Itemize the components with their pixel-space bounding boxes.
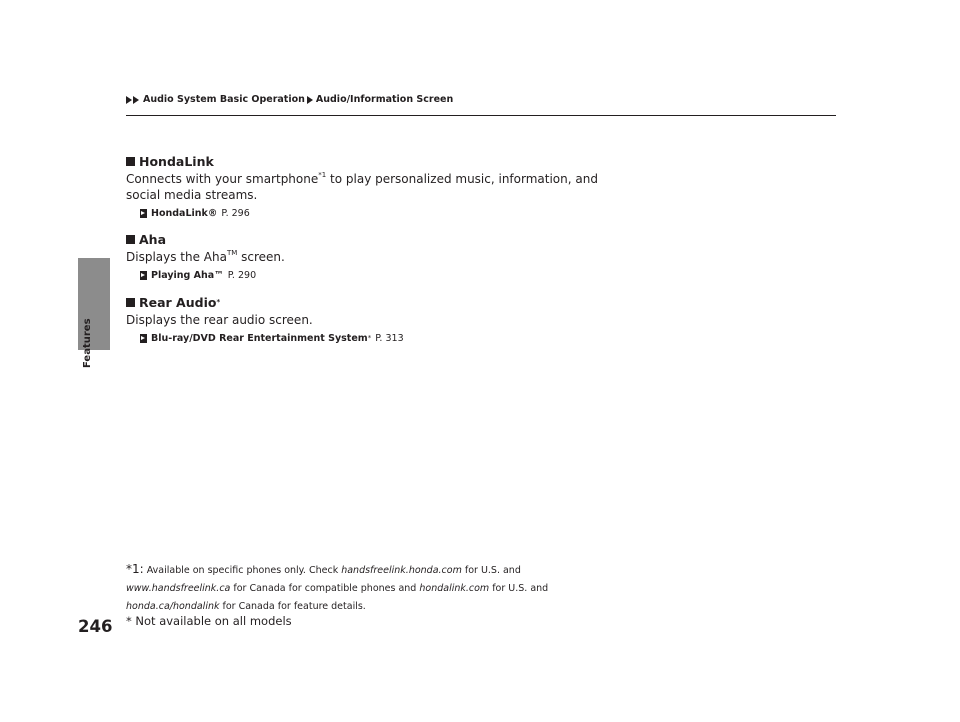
footnote-url: honda.ca/hondalink	[126, 601, 220, 612]
description-text: social media streams.	[126, 188, 258, 202]
cross-reference-title[interactable]: Playing Aha™	[151, 270, 224, 281]
description-text: Displays the Aha	[126, 250, 227, 264]
cross-reference-icon	[140, 334, 147, 343]
section-hondalink	[126, 154, 598, 219]
cross-reference-title[interactable]: Blu-ray/DVD Rear Entertainment System	[151, 333, 368, 344]
section-title	[126, 232, 285, 247]
footnote	[126, 560, 548, 616]
footnote-line	[126, 560, 548, 580]
side-tab-label: Features	[82, 318, 93, 368]
availability-note: * Not available on all models	[126, 614, 292, 628]
section-rear-audio	[126, 295, 404, 344]
footnote-text: for U.S. and	[461, 565, 521, 576]
breadcrumb-arrow-icon	[133, 96, 139, 104]
footnote-text: for U.S. and	[489, 583, 549, 594]
footnote-line	[126, 580, 548, 598]
square-bullet-icon	[126, 298, 135, 307]
square-bullet-icon	[126, 235, 135, 244]
header-rule	[126, 115, 836, 116]
breadcrumb-item[interactable]: Audio System Basic Operation	[143, 94, 305, 105]
footnote-text: for Canada for compatible phones and	[230, 583, 420, 594]
cross-reference-icon	[140, 209, 147, 218]
square-bullet-icon	[126, 157, 135, 166]
cross-reference-page[interactable]: P. 290	[227, 270, 257, 281]
description-text: Connects with your smartphone	[126, 172, 319, 186]
breadcrumb	[126, 94, 453, 105]
page-number: 246	[78, 617, 113, 636]
description-text: to play personalized music, information, and	[326, 172, 598, 186]
breadcrumb-arrow-icon	[126, 96, 132, 104]
cross-reference-page[interactable]: P. 296	[221, 208, 250, 219]
cross-reference[interactable]	[140, 208, 598, 219]
footnote-url: www.handsfreelink.ca	[126, 583, 231, 594]
footnote-url: hondalink.com	[419, 583, 490, 594]
section-description	[126, 249, 285, 265]
description-text: screen.	[237, 250, 285, 264]
footnote-text: for Canada for feature details.	[219, 601, 366, 612]
section-description: Displays the rear audio screen.	[126, 313, 313, 327]
section-title-text: Aha	[139, 232, 167, 247]
footnote-ref[interactable]: *1	[318, 171, 327, 179]
section-title-text: HondaLink	[139, 154, 214, 169]
cross-reference-title[interactable]: HondaLink®	[151, 208, 218, 219]
cross-reference[interactable]: Blu-ray/DVD Rear Entertainment System * P. 313	[140, 333, 404, 344]
cross-reference-icon	[140, 271, 147, 280]
footnote-mark: *1:	[126, 562, 144, 576]
footnote-text: Available on specific phones only. Check	[143, 565, 342, 576]
section-description	[126, 171, 598, 203]
section-title-text: Rear Audio	[139, 295, 217, 310]
section-aha	[126, 232, 285, 281]
footnote-url: handsfreelink.honda.com	[341, 565, 462, 576]
breadcrumb-item[interactable]: Audio/Information Screen	[315, 94, 454, 105]
breadcrumb-arrow-icon	[307, 96, 313, 104]
trademark-mark: TM	[226, 249, 238, 257]
cross-reference-page[interactable]: P. 313	[375, 333, 404, 344]
section-title	[126, 154, 598, 169]
section-title: Rear Audio *	[126, 295, 404, 310]
cross-reference[interactable]	[140, 270, 285, 281]
